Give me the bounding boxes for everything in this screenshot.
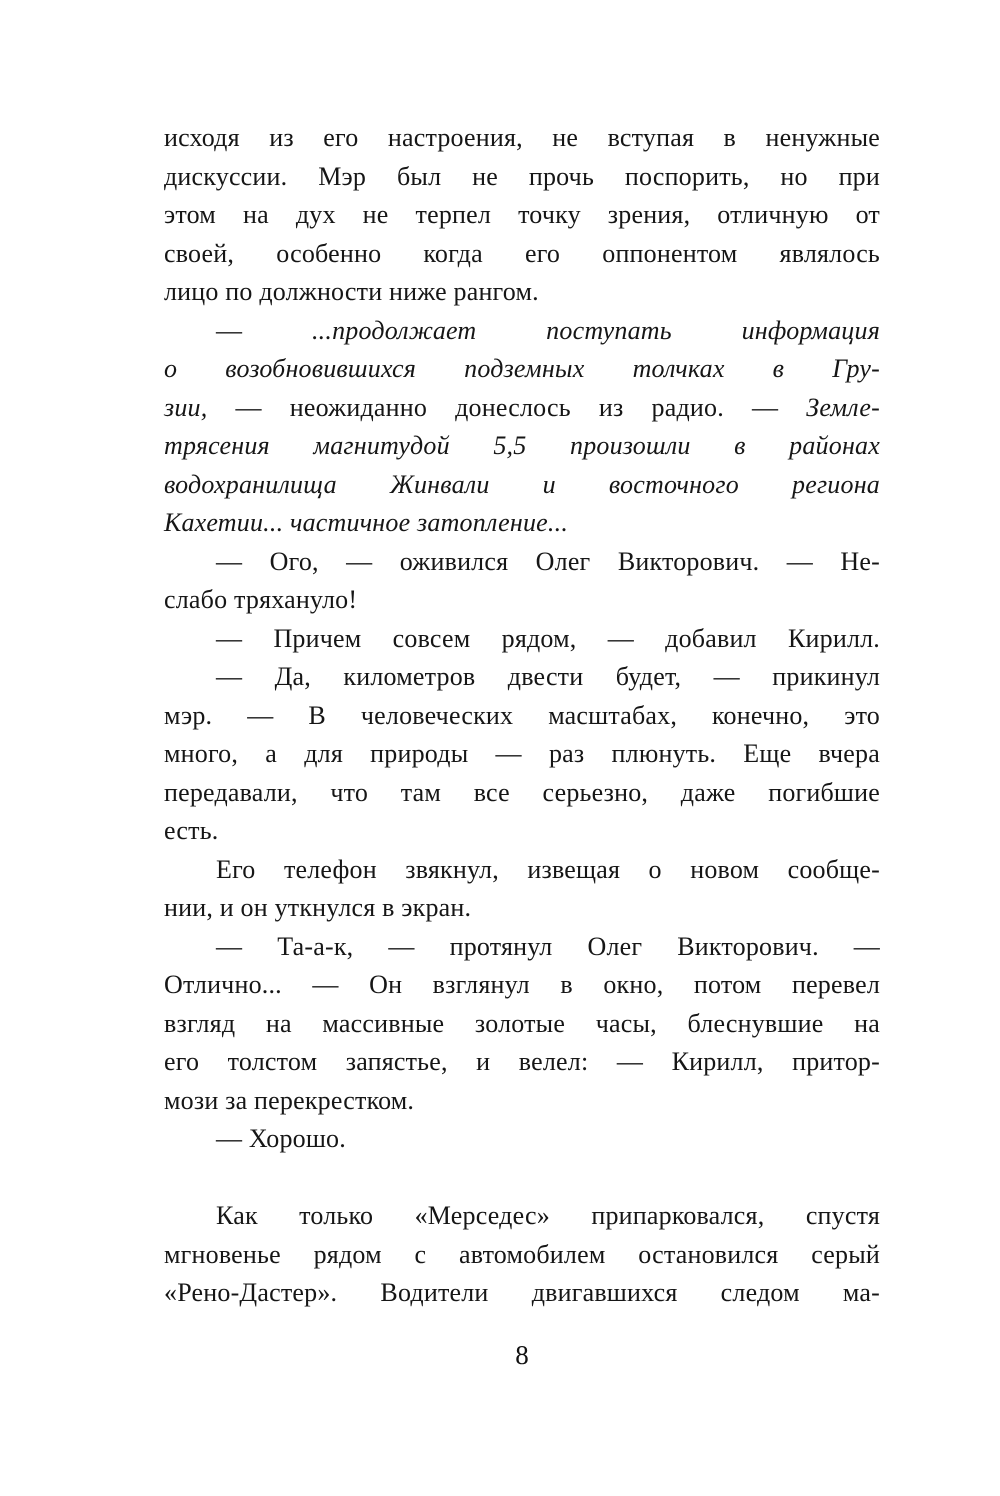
text-segment: слабо тряхануло! (164, 585, 358, 614)
italic-text-segment: ...продолжает поступать информация (311, 315, 880, 345)
italic-text-segment: о возобновившихся подземных толчках в Гру- (164, 354, 880, 383)
text-segment: исходя из его настроения, не вступая в ненужные (164, 123, 880, 152)
text-line (164, 389, 880, 428)
text-line (164, 812, 880, 851)
text-segment: его толстом запястье, и велел: — Кирилл, притор- (164, 1047, 880, 1076)
text-segment: есть. (164, 816, 219, 845)
text-line (164, 620, 880, 659)
text-segment: «Рено-Дастер». Водители двигавшихся следом ма- (164, 1278, 880, 1307)
page-number: 8 (515, 1340, 529, 1370)
text-segment: передавали, что там все серьезно, даже погибшие (164, 777, 880, 807)
text-segment: дискуссии. Мэр был не прочь поспорить, но при (164, 161, 880, 191)
text-line (164, 735, 880, 774)
text-line (164, 119, 880, 158)
text-segment: — Да, километров двести будет, — прикинул (216, 662, 880, 691)
text-segment: мэр. — В человеческих масштабах, конечно, это (164, 700, 880, 730)
text-segment: этом на дух не терпел точку зрения, отличную от (164, 200, 880, 229)
text-segment: много, а для природы — раз плюнуть. Еще вчера (164, 739, 880, 768)
text-line (164, 196, 880, 235)
text-segment: лицо по должности ниже рангом. (164, 277, 539, 306)
text-line (164, 1236, 880, 1275)
text-segment: — Ого, — оживился Олег Викторович. — Не- (216, 546, 880, 576)
text-segment: — неожиданно донеслось из радио. — (207, 392, 807, 422)
body-text (164, 119, 880, 1313)
text-line (164, 504, 880, 543)
text-line (164, 543, 880, 582)
text-segment: Его телефон звякнул, извещая о новом сообще- (216, 854, 880, 884)
text-segment: Как только «Мерседес» припарковался, спустя (216, 1201, 880, 1230)
italic-text-segment: Кахетии... частичное затопление... (164, 508, 569, 537)
text-line (164, 1197, 880, 1236)
text-line (164, 1005, 880, 1044)
text-segment: своей, особенно когда его оппонентом являлось (164, 238, 880, 268)
text-segment: — (216, 315, 312, 345)
text-segment: мгновенье рядом с автомобилем остановился серый (164, 1239, 880, 1269)
text-line (164, 1274, 880, 1313)
text-line (164, 966, 880, 1005)
text-line (164, 312, 880, 351)
italic-text-segment: зии, (164, 392, 208, 422)
text-line (164, 1043, 880, 1082)
text-segment: — Та-а-к, — протянул Олег Викторович. — (216, 931, 880, 961)
text-segment: взгляд на массивные золотые часы, блеснувшие на (164, 1008, 880, 1038)
text-line (164, 658, 880, 697)
text-line (164, 235, 880, 274)
text-line (164, 350, 880, 389)
text-line (164, 466, 880, 505)
text-segment: Отлично... — Он взглянул в окно, потом перевел (164, 970, 880, 999)
text-line (164, 889, 880, 928)
italic-text-segment: водохранилища Жинвали и восточного региона (164, 469, 880, 499)
text-segment: — Причем совсем рядом, — добавил Кирилл. (216, 623, 880, 653)
text-segment: — Хорошо. (216, 1124, 346, 1153)
text-line (164, 1120, 880, 1159)
text-line (164, 928, 880, 967)
italic-text-segment: трясения магнитудой 5,5 произошли в районах (164, 431, 880, 460)
italic-text-segment: Земле- (806, 392, 880, 422)
text-line (164, 273, 880, 312)
text-segment: мози за перекрестком. (164, 1085, 415, 1115)
text-line (164, 158, 880, 197)
text-line (164, 697, 880, 736)
text-line (164, 774, 880, 813)
text-segment: нии, и он уткнулся в экран. (164, 893, 472, 922)
text-line (164, 581, 880, 620)
text-line (164, 427, 880, 466)
text-line (164, 851, 880, 890)
text-line (164, 1082, 880, 1121)
